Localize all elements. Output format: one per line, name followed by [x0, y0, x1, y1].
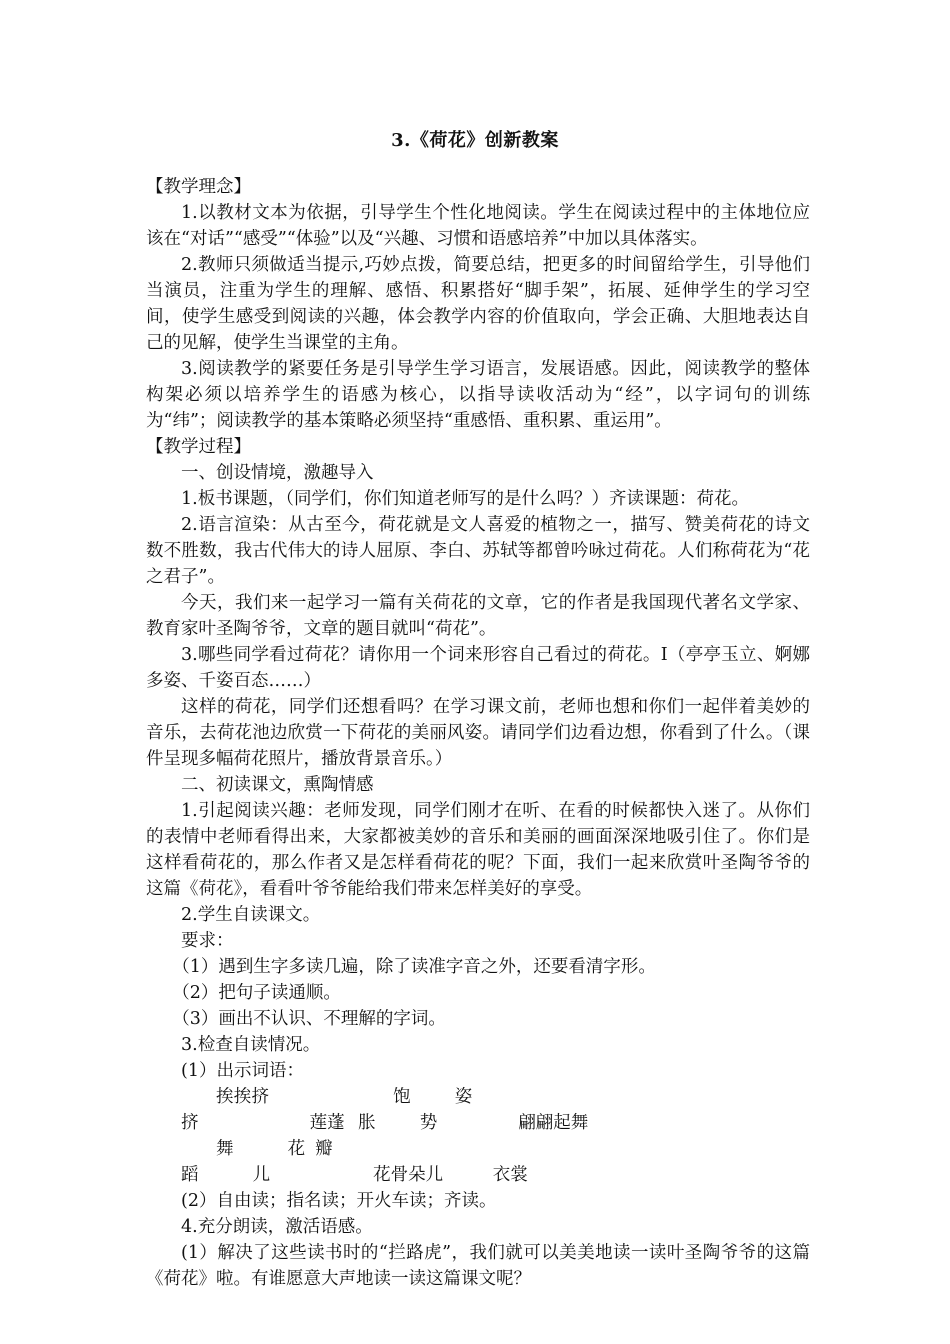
paragraph: 3.阅读教学的紧要任务是引导学生学习语言，发展语感。因此，阅读教学的整体构架必须以培养学生的语感为核心，以指导读收活动为“经”，以字词句的训练为“纬”；阅读教学的基本策略必须坚持“重感悟、重积累、重运用”。 [146, 359, 810, 431]
list-item: （3）画出不认识、不理解的字词。 [172, 1009, 446, 1029]
word: 花骨朵儿 [373, 1165, 444, 1185]
word: 莲蓬 [309, 1113, 345, 1133]
list-item: （2）把句子读通顺。 [172, 983, 341, 1003]
word: 姿势 [419, 1087, 473, 1133]
word: 饱胀 [358, 1087, 411, 1133]
word-list-row-2 [146, 1136, 810, 1188]
word: 衣裳 [492, 1165, 528, 1185]
paragraph: 今天，我们来一起学习一篇有关荷花的文章，它的作者是我国现代著名文学家、教育家叶圣陶爷爷，文章的题目就叫“荷花”。 [146, 593, 810, 639]
document-title: 3.《荷花》创新教案 [391, 130, 559, 151]
word: 舞蹈 [181, 1139, 234, 1185]
paragraph: 1.以教材文本为依据，引导学生个性化地阅读。学生在阅读过程中的主体地位应该在“对话”“感受”“体验”以及“兴趣、习惯和语感培养”中加以具体落实。 [146, 203, 810, 249]
section-heading-process: 【教学过程】 [146, 437, 251, 457]
paragraph: 3.哪些同学看过荷花？请你用一个词来形容自己看过的荷花。I（亭亭玉立、婀娜多姿、千姿百态……） [146, 645, 810, 691]
paragraph: 2.语言渲染：从古至今，荷花就是文人喜爱的植物之一，描写、赞美荷花的诗文数不胜数，我古代伟大的诗人屈原、李白、苏轼等都曾吟咏过荷花。人们称荷花为“花之君子”。 [146, 515, 810, 587]
section-heading-philosophy: 【教学理念】 [146, 177, 251, 197]
word: 花瓣儿 [252, 1139, 333, 1185]
word-list-row-1 [146, 1084, 810, 1136]
paragraph: 这样的荷花，同学们还想看吗？在学习课文前，老师也想和你们一起伴着美妙的音乐，去荷花池边欣赏一下荷花的美丽风姿。请同学们边看边想，你看到了什么。（课件呈现多幅荷花照片，播放背景音乐。） [146, 697, 810, 769]
list-item: （1）遇到生字多读几遍，除了读准字音之外，还要看清字形。 [172, 957, 656, 977]
paragraph: (2）自由读；指名读；开火车读；齐读。 [181, 1191, 497, 1211]
paragraph: 3.检查自读情况。 [181, 1035, 321, 1055]
paragraph: 要求： [181, 931, 234, 951]
paragraph: 2.学生自读课文。 [181, 905, 321, 925]
part-heading: 一、创设情境，激趣导入 [181, 463, 374, 483]
paragraph: (1）出示词语： [181, 1061, 304, 1081]
part-heading: 二、初读课文，熏陶情感 [181, 775, 374, 795]
word: 挨挨挤挤 [181, 1087, 269, 1133]
paragraph: (1）解决了这些读书时的“拦路虎”，我们就可以美美地读一读叶圣陶爷爷的这篇《荷花》啦。有谁愿意大声地读一读这篇课文呢？ [146, 1243, 810, 1289]
paragraph: 1.引起阅读兴趣：老师发现，同学们刚才在听、在看的时候都快入迷了。从你们的表情中老师看得出来，大家都被美妙的音乐和美丽的画面深深地吸引住了。你们是这样看荷花的，那么作者又是怎样看荷花的呢？下面，我们一起来欣赏叶圣陶爷爷的这篇《荷花》，看看叶爷爷能给我们带来怎样美好的享受。 [146, 801, 810, 899]
paragraph: 4.充分朗读，激活语感。 [181, 1217, 373, 1237]
paragraph: 1.板书课题，（同学们，你们知道老师写的是什么吗？）齐读课题：荷花。 [181, 489, 749, 509]
document-body [146, 174, 810, 1292]
paragraph: 2.教师只须做适当提示,巧妙点拨，简要总结，把更多的时间留给学生，引导他们当演员，注重为学生的理解、感悟、积累搭好“脚手架”，拓展、延伸学生的学习空间，使学生感受到阅读的兴趣，体会教学内容的价值取向，学会正确、大胆地表达自己的见解，使学生当课堂的主角。 [146, 255, 810, 353]
word: 翩翩起舞 [518, 1113, 589, 1133]
